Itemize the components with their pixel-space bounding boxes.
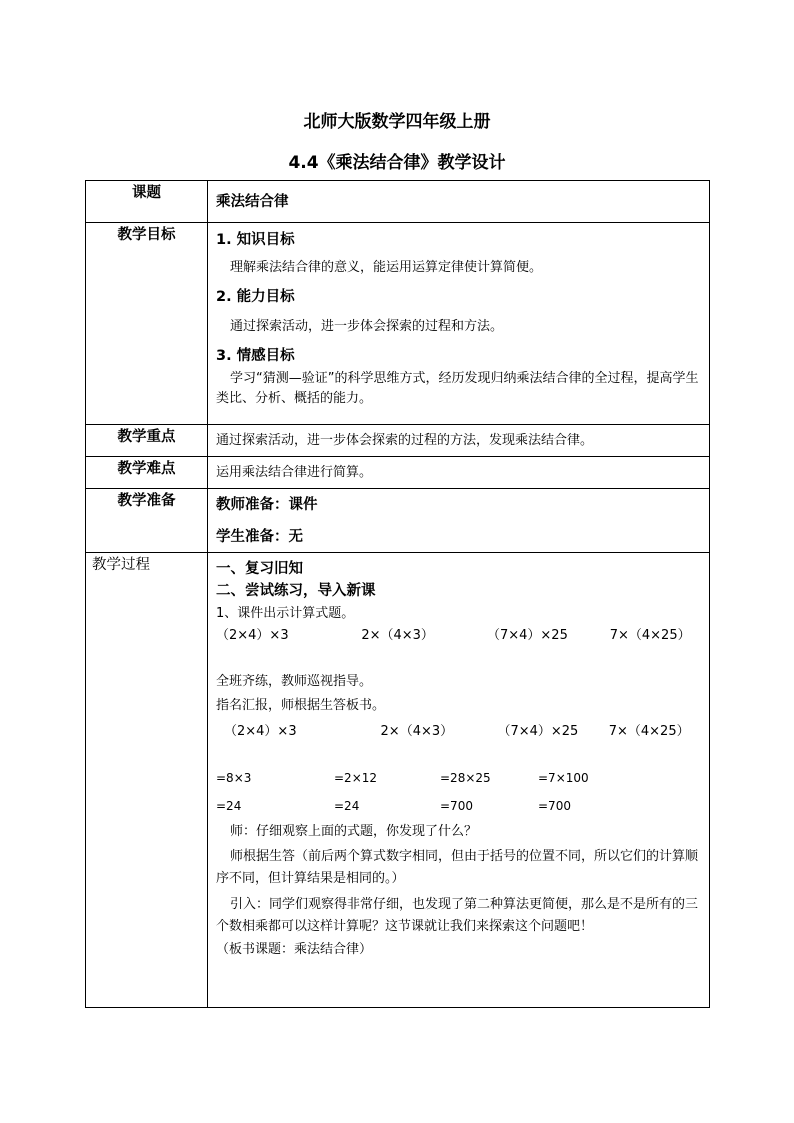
goal-ability-text: 通过探索活动，进一步体会探索的过程和方法。 xyxy=(230,319,504,334)
row-goals xyxy=(86,223,710,425)
calc-value: =2×12 xyxy=(334,771,378,785)
board-expression: 7×（4×25） xyxy=(608,724,690,739)
goal-ability-title: 2. 能力目标 xyxy=(216,289,295,305)
teacher-question: 师：仔细观察上面的式题，你发现了什么？ xyxy=(230,824,478,839)
calc-step-b xyxy=(216,796,703,816)
section-practice: 二、尝试练习，导入新课 xyxy=(216,583,376,599)
row-topic xyxy=(86,181,710,223)
key-point-label: 教学重点 xyxy=(86,425,208,457)
expression: （2×4）×3 xyxy=(216,628,289,643)
row-process xyxy=(86,553,710,1008)
practice-line: 全班齐练，教师巡视指导。 xyxy=(216,674,373,689)
goal-knowledge-title: 1. 知识目标 xyxy=(216,232,295,248)
difficulty-value: 运用乘法结合律进行简算。 xyxy=(216,464,373,480)
exercise-expressions xyxy=(216,626,703,646)
calc-value: =24 xyxy=(216,799,242,813)
goals-label: 教学目标 xyxy=(86,223,208,425)
lesson-plan-table xyxy=(85,180,710,1008)
process-label: 教学过程 xyxy=(86,553,208,1008)
calc-value: =700 xyxy=(538,799,571,813)
calc-value: =8×3 xyxy=(216,771,252,785)
expression: （7×4）×25 xyxy=(486,628,568,643)
section-review: 一、复习旧知 xyxy=(216,561,303,577)
board-expression: （7×4）×25 xyxy=(497,724,579,739)
document-subtitle: 4.4《乘法结合律》教学设计 xyxy=(288,153,506,173)
calc-value: =700 xyxy=(440,799,473,813)
student-preparation: 学生准备：无 xyxy=(216,528,303,545)
key-point-value: 通过探索活动，进一步体会探索的过程的方法，发现乘法结合律。 xyxy=(216,432,594,448)
step-show-exercises: 1、课件出示计算式题。 xyxy=(216,606,355,621)
teacher-preparation: 教师准备：课件 xyxy=(216,496,318,513)
row-key-point xyxy=(86,425,710,457)
board-expression: 2×（4×3） xyxy=(380,724,454,739)
goal-emotion-text: 学习“猜测—验证”的科学思维方式，经历发现归纳乘法结合律的全过程，提高学生类比、分析、概括的能力。 xyxy=(216,371,699,406)
preparation-label: 教学准备 xyxy=(86,489,208,553)
calc-value: =7×100 xyxy=(538,771,589,785)
board-expressions xyxy=(216,722,703,742)
expression: 7×（4×25） xyxy=(609,628,691,643)
report-line: 指名汇报，师根据生答板书。 xyxy=(216,698,386,713)
row-difficulty xyxy=(86,457,710,489)
board-expression: （2×4）×3 xyxy=(224,724,297,739)
difficulty-label: 教学难点 xyxy=(86,457,208,489)
topic-label: 课题 xyxy=(86,181,208,223)
board-title: （板书课题：乘法结合律） xyxy=(216,942,373,957)
calc-value: =24 xyxy=(334,799,360,813)
topic-value: 乘法结合律 xyxy=(216,193,289,210)
lesson-intro: 引入：同学们观察得非常仔细，也发现了第二种算法更简便，那么是不是所有的三个数相乘都可以这样计算呢？这节课就让我们来探索这个问题吧！ xyxy=(216,897,699,934)
document-title: 北师大版数学四年级上册 xyxy=(303,112,491,132)
calc-step-a xyxy=(216,768,703,788)
teacher-answer: 师根据生答（前后两个算式数字相同，但由于括号的位置不同，所以它们的计算顺序不同，但计算结果是相同的。） xyxy=(216,849,699,886)
calc-value: =28×25 xyxy=(440,771,491,785)
row-preparation xyxy=(86,489,710,553)
goal-emotion-title: 3. 情感目标 xyxy=(216,348,295,364)
expression: 2×（4×3） xyxy=(361,628,434,643)
goal-knowledge-text: 理解乘法结合律的意义，能运用运算定律使计算简便。 xyxy=(230,260,543,275)
